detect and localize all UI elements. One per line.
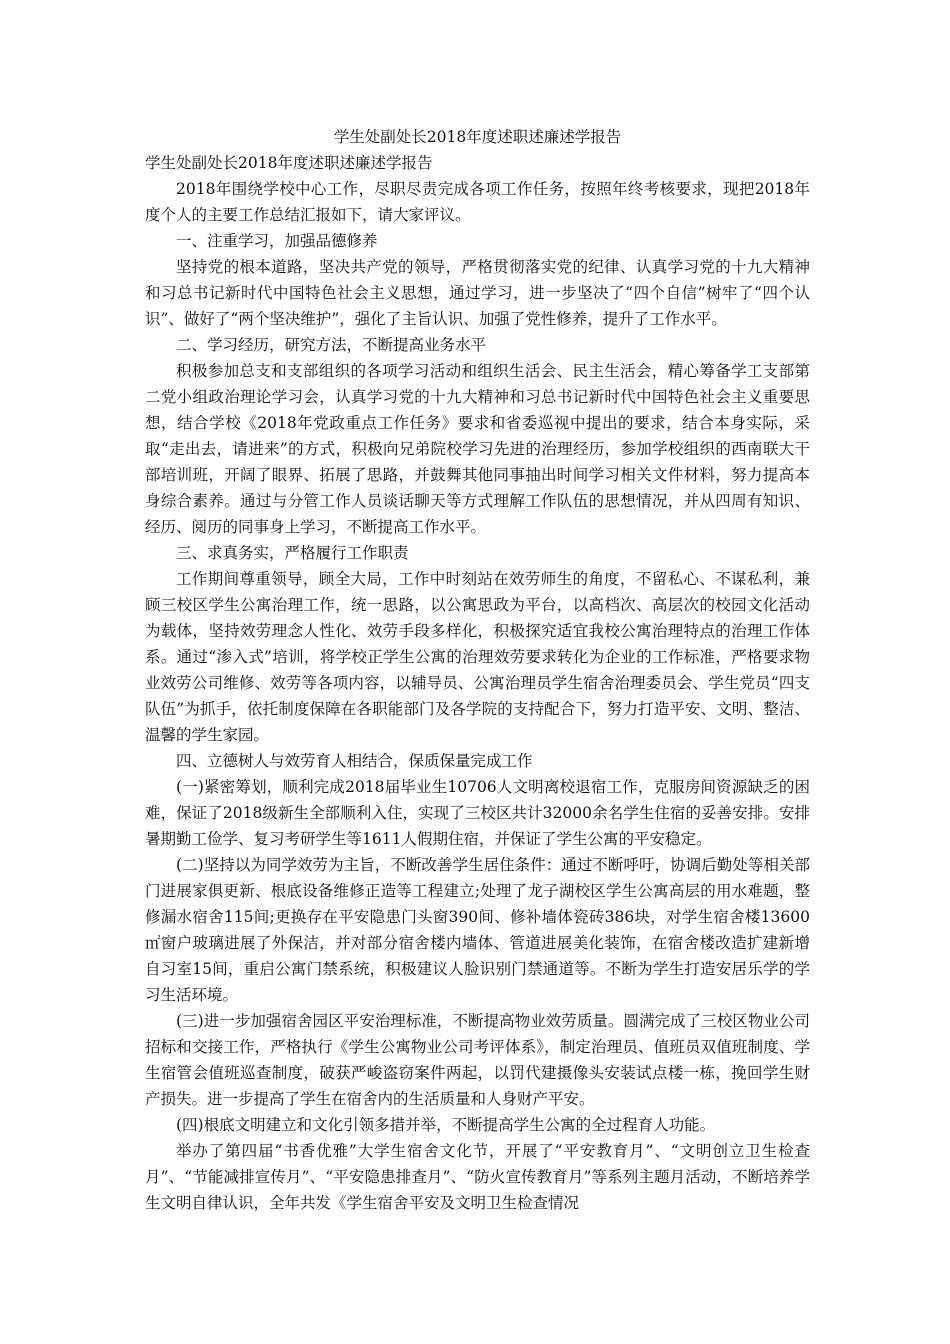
- paragraph: 坚持党的根本道路，坚决共产党的领导，严格贯彻落实党的纪律、认真学习党的十九大精神和习总书记新时代中国特色社会主义思想，通过学习，进一步坚决了“四个自信”树牢了“四个认识”、做好了“两个坚决维护”，强化了主旨认识、加强了党性修养，提升了工作水平。: [145, 258, 810, 328]
- paragraph: (三)进一步加强宿舍园区平安治理标准，不断提高物业效劳质量。圆满完成了三校区物业公司招标和交接工作，严格执行《学生公寓物业公司考评体系》，制定治理员、值班员双值班制度、学生宿管会值班巡查制度，破获严峻盗窃案件两起，以罚代建摄像头安装试点楼一栋，挽回学生财产损失。进一步提高了学生在宿舍内的生活质量和人身财产平安。: [145, 1012, 810, 1108]
- paragraph: 积极参加总支和支部组织的各项学习活动和组织生活会、民主生活会，精心筹备学工支部第二党小组政治理论学习会，认真学习党的十九大精神和习总书记新时代中国特色社会主义重要思想，结合学校《2018年党政重点工作任务》要求和省委巡视中提出的要求，结合本身实际，采取“走出去，请进来”的方式，积极向兄弟院校学习先进的治理经历，参加学校组织的西南联大干部培训班，开阔了眼界、拓展了思路，并鼓舞其他同事抽出时间学习相关文件材料，努力提高本身综合素养。通过与分管工作人员谈话聊天等方式理解工作队伍的思想情况，并从四周有知识、经历、阅历的同事身上学习，不断提高工作水平。: [145, 362, 810, 536]
- section-heading-3: 三、求真务实，严格履行工作职责: [176, 544, 409, 562]
- page-title: 学生处副处长2018年度述职述廉述学报告: [333, 128, 622, 146]
- paragraph: 举办了第四届“书香优雅”大学生宿舍文化节，开展了“平安教育月”、“文明创立卫生检查月”、“节能减排宣传月”、“平安隐患排查月”、“防火宣传教育月”等系列主题月活动，不断培养学生文明自律认识，全年共发《学生宿舍平安及文明卫生检查情况: [145, 1142, 810, 1212]
- paragraph: 工作期间尊重领导，顾全大局，工作中时刻站在效劳师生的角度，不留私心、不谋私利，兼顾三校区学生公寓治理工作，统一思路，以公寓思政为平台，以高档次、高层次的校园文化活动为载体，坚持效劳理念人性化、效劳手段多样化，积极探究适宜我校公寓治理特点的治理工作体系。通过“渗入式”培训，将学校正学生公寓的治理效劳要求转化为企业的工作标准，严格要求物业效劳公司维修、效劳等各项内容，以辅导员、公寓治理员学生宿舍治理委员会、学生党员“四支队伍”为抓手，依托制度保障在各职能部门及各学院的支持配合下，努力打造平安、文明、整洁、温馨的学生家园。: [145, 570, 810, 744]
- section-heading-2: 二、学习经历，研究方法，不断提高业务水平: [176, 336, 487, 354]
- section-heading-1: 一、注重学习，加强品德修养: [176, 232, 378, 250]
- document-body: [145, 124, 810, 1216]
- paragraph: (二)坚持以为同学效劳为主旨，不断改善学生居住条件：通过不断呼吁，协调后勤处等相关部门进展家俱更新、根底设备维修正造等工程建立;处理了龙子湖校区学生公寓高层的用水难题，整修漏水宿舍115间;更换存在平安隐患门头窗390间、修补墙体瓷砖386块，对学生宿舍楼13600㎡窗户玻璃进展了外保洁，并对部分宿舍楼内墙体、管道进展美化装饰，在宿舍楼改造扩建新增自习室15间，重启公寓门禁系统，积极建议人脸识别门禁通道等。不断为学生打造安居乐学的学习生活环境。: [145, 856, 810, 1004]
- paragraph: (四)根底文明建立和文化引领多措并举，不断提高学生公寓的全过程育人功能。: [176, 1116, 716, 1134]
- paragraph: (一)紧密筹划，顺利完成2018届毕业生10706人文明离校退宿工作，克服房间资源缺乏的困难，保证了2018级新生全部顺利入住，实现了三校区共计32000余名学生住宿的妥善安排。安排暑期勤工俭学、复习考研学生等1611人假期住宿，并保证了学生公寓的平安稳定。: [145, 778, 810, 848]
- paragraph-intro: 2018年围绕学校中心工作，尽职尽责完成各项工作任务，按照年终考核要求，现把2018年度个人的主要工作总结汇报如下，请大家评议。: [145, 180, 810, 224]
- section-heading-4: 四、立德树人与效劳育人相结合，保质保量完成工作: [176, 752, 533, 770]
- document-subtitle: 学生处副处长2018年度述职述廉述学报告: [145, 154, 433, 172]
